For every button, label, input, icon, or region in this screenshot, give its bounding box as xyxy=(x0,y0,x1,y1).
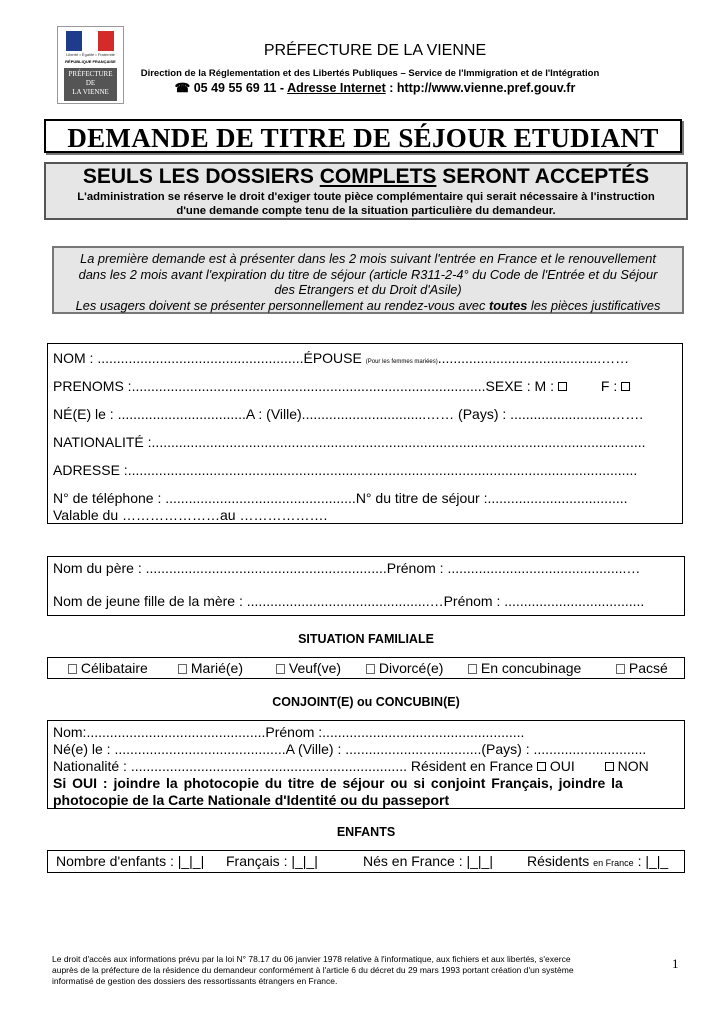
nes-en-france-field[interactable]: Nés en France : |_|_| xyxy=(363,853,493,869)
notice-sub2: d'une demande compte tenu de la situation particulière du demandeur. xyxy=(176,205,556,217)
notice-underlined: COMPLETS xyxy=(319,165,437,188)
opt-divorce[interactable] xyxy=(366,660,443,676)
residents-end: : |_|_ xyxy=(633,853,669,869)
naissance-field[interactable]: NÉ(E) le : .................................A : (Ville)................................…… (Pays) : ..........................……. xyxy=(53,406,644,422)
prefecture-name: PRÉFECTURE DE LA VIENNE xyxy=(263,42,487,59)
phone-icon: ☎ xyxy=(174,81,191,95)
mere-field[interactable]: Nom de jeune fille de la mère : ...............................................…Prénom : .................................... xyxy=(53,593,645,609)
resident-oui-checkbox[interactable] xyxy=(537,762,546,771)
conjoint-note2: photocopie de la Carte Nationale d'Identité ou du passeport xyxy=(53,792,450,808)
epouse-note: (Pour les femmes mariées) xyxy=(365,359,438,365)
logo-republique: RÉPUBLIQUE FRANÇAISE xyxy=(65,59,116,64)
info-l4-bold: toutes xyxy=(488,297,528,313)
identity-form xyxy=(47,343,683,524)
french-flag-icon xyxy=(66,31,114,51)
notice-heading xyxy=(46,164,686,190)
info-line3: des Etrangers et du Droit d'Asile) xyxy=(274,282,462,297)
footer-line2: auprès de la préfecture de la résidence du demandeur conformément à l'article 6 du décret du 29 mars 1993 portant création d'un système xyxy=(52,965,574,975)
pacse-label: Pacsé xyxy=(628,660,668,676)
marie-label: Marié(e) xyxy=(190,660,244,676)
conjoint-naissance-field[interactable]: Né(e) le : ............................................A (Ville) : ...................................(Pays) : ............................. xyxy=(53,741,647,757)
sexe-m-checkbox[interactable] xyxy=(558,382,567,391)
logo-motto: Liberté • Égalité • Fraternité xyxy=(66,52,115,57)
nationalite-field[interactable]: NATIONALITÉ :............................................................................................................................... xyxy=(53,434,646,450)
logo-prefecture-block xyxy=(64,68,117,101)
nombre-enfants-field[interactable]: Nombre d'enfants : |_|_| xyxy=(56,853,205,869)
enfants-form xyxy=(47,850,685,873)
opt-pacse[interactable] xyxy=(616,660,668,676)
sexe-f-label: F : xyxy=(600,378,622,394)
internet-address: : http://www.vienne.pref.gouv.fr xyxy=(385,81,576,95)
nom-label: NOM : .....................................................ÉPOUSE xyxy=(53,350,366,366)
conjoint-form xyxy=(47,720,685,809)
marie-checkbox[interactable] xyxy=(178,664,187,674)
opt-veuf[interactable] xyxy=(276,660,341,676)
direction-line: Direction de la Réglementation et des Libertés Publiques – Service de l'Immigration et de l'Intégration xyxy=(140,68,600,79)
prefecture-logo xyxy=(57,26,124,104)
info-l4-pre: Les usagers doivent se présenter personnellement au rendez-vous avec xyxy=(75,297,489,313)
phone-number: 05 49 55 69 11 - xyxy=(193,81,288,95)
celibataire-label: Célibataire xyxy=(80,660,148,676)
telephone-field[interactable]: N° de téléphone : .................................................N° du titre de séjour :.................................... xyxy=(53,490,628,506)
divorce-label: Divorcé(e) xyxy=(378,660,444,676)
veuf-label: Veuf(ve) xyxy=(288,660,342,676)
francais-field[interactable]: Français : |_|_| xyxy=(226,853,318,869)
notice-pre: SEULS LES DOSSIERS xyxy=(82,165,320,188)
info-text xyxy=(54,251,682,313)
info-line4 xyxy=(54,298,682,314)
logo-pref-line3: LA VIENNE xyxy=(72,88,109,96)
info-line2: dans les 2 mois avant l'expiration du titre de séjour (article R311-2-4° du Code de l'Entrée et du Séjour xyxy=(78,266,658,282)
notice-box xyxy=(44,162,688,220)
internet-label: Adresse Internet xyxy=(287,81,386,95)
info-line1: La première demande est à présenter dans les 2 mois suivant l'entrée en France et le renouvellement xyxy=(80,251,656,266)
resident-oui-label: OUI xyxy=(545,758,575,774)
page-number: 1 xyxy=(672,956,679,971)
resident-non-label: NON xyxy=(613,758,649,774)
document-title: DEMANDE DE TITRE DE SÉJOUR ETUDIANT xyxy=(67,123,659,153)
opt-celibataire[interactable] xyxy=(68,660,148,676)
veuf-checkbox[interactable] xyxy=(276,664,285,674)
conjoint-heading: CONJOINT(E) ou CONCUBIN(E) xyxy=(272,695,460,709)
conjoint-note1: Si OUI : joindre la photocopie du titre de séjour ou si conjoint Français, joindre la xyxy=(53,775,623,791)
logo-pref-line1: PRÉFECTURE xyxy=(68,70,113,78)
opt-concubinage[interactable] xyxy=(468,660,581,676)
resident-non-checkbox[interactable] xyxy=(605,762,614,771)
nom-field[interactable] xyxy=(53,350,629,366)
conjoint-nom-field[interactable]: Nom:..............................................Prénom :.................................................... xyxy=(53,724,525,740)
nom-end: ..........................................…… xyxy=(437,350,630,366)
conjoint-nationalite-field[interactable] xyxy=(53,758,649,774)
residents-label: Résidents xyxy=(527,853,594,869)
residents-field[interactable] xyxy=(527,853,668,869)
pacse-checkbox[interactable] xyxy=(616,664,625,674)
footer-line3: informatisé de gestion des dossiers des ressortissants étrangers en France. xyxy=(52,976,338,986)
legal-footer xyxy=(52,954,662,987)
opt-marie[interactable] xyxy=(178,660,243,676)
sexe-f-checkbox[interactable] xyxy=(621,382,630,391)
conjoint-nationalite-label: Nationalité : ....................................................................... Résident en France xyxy=(53,758,537,774)
info-box xyxy=(52,246,684,314)
enfants-heading: ENFANTS xyxy=(336,825,396,839)
situation-options xyxy=(47,657,685,679)
info-l4-post: les pièces justificatives xyxy=(527,297,661,313)
prenoms-field[interactable] xyxy=(53,378,630,394)
concubinage-checkbox[interactable] xyxy=(468,664,477,674)
notice-post: SERONT ACCEPTÉS xyxy=(436,165,650,188)
prenoms-label: PRENOMS :...........................................................................................SEXE : M : xyxy=(53,378,558,394)
concubinage-label: En concubinage xyxy=(480,660,582,676)
document-title-box xyxy=(44,119,682,153)
logo-pref-line2: DE xyxy=(85,79,96,87)
valable-field[interactable]: Valable du …………………au ………………. xyxy=(53,507,328,523)
situation-heading: SITUATION FAMILIALE xyxy=(298,632,434,646)
celibataire-checkbox[interactable] xyxy=(68,664,77,674)
footer-line1: Le droit d'accès aux informations prévu par la loi N° 78.17 du 06 janvier 1978 relative à l'informatique, aux fichiers et aux libertés, s'exerce xyxy=(52,954,571,964)
pere-field[interactable]: Nom du père : ..............................................................Prénom : ..............................................… xyxy=(53,560,641,576)
notice-sub1: L'administration se réserve le droit d'exiger toute pièce complémentaire qui serait nécessaire à l'instruction xyxy=(77,191,655,203)
divorce-checkbox[interactable] xyxy=(366,664,375,674)
contact-line xyxy=(140,80,610,95)
residents-small: en France xyxy=(593,858,634,868)
adresse-field[interactable]: ADRESSE :................................................................................................................................... xyxy=(53,462,638,478)
parents-form xyxy=(47,556,685,616)
